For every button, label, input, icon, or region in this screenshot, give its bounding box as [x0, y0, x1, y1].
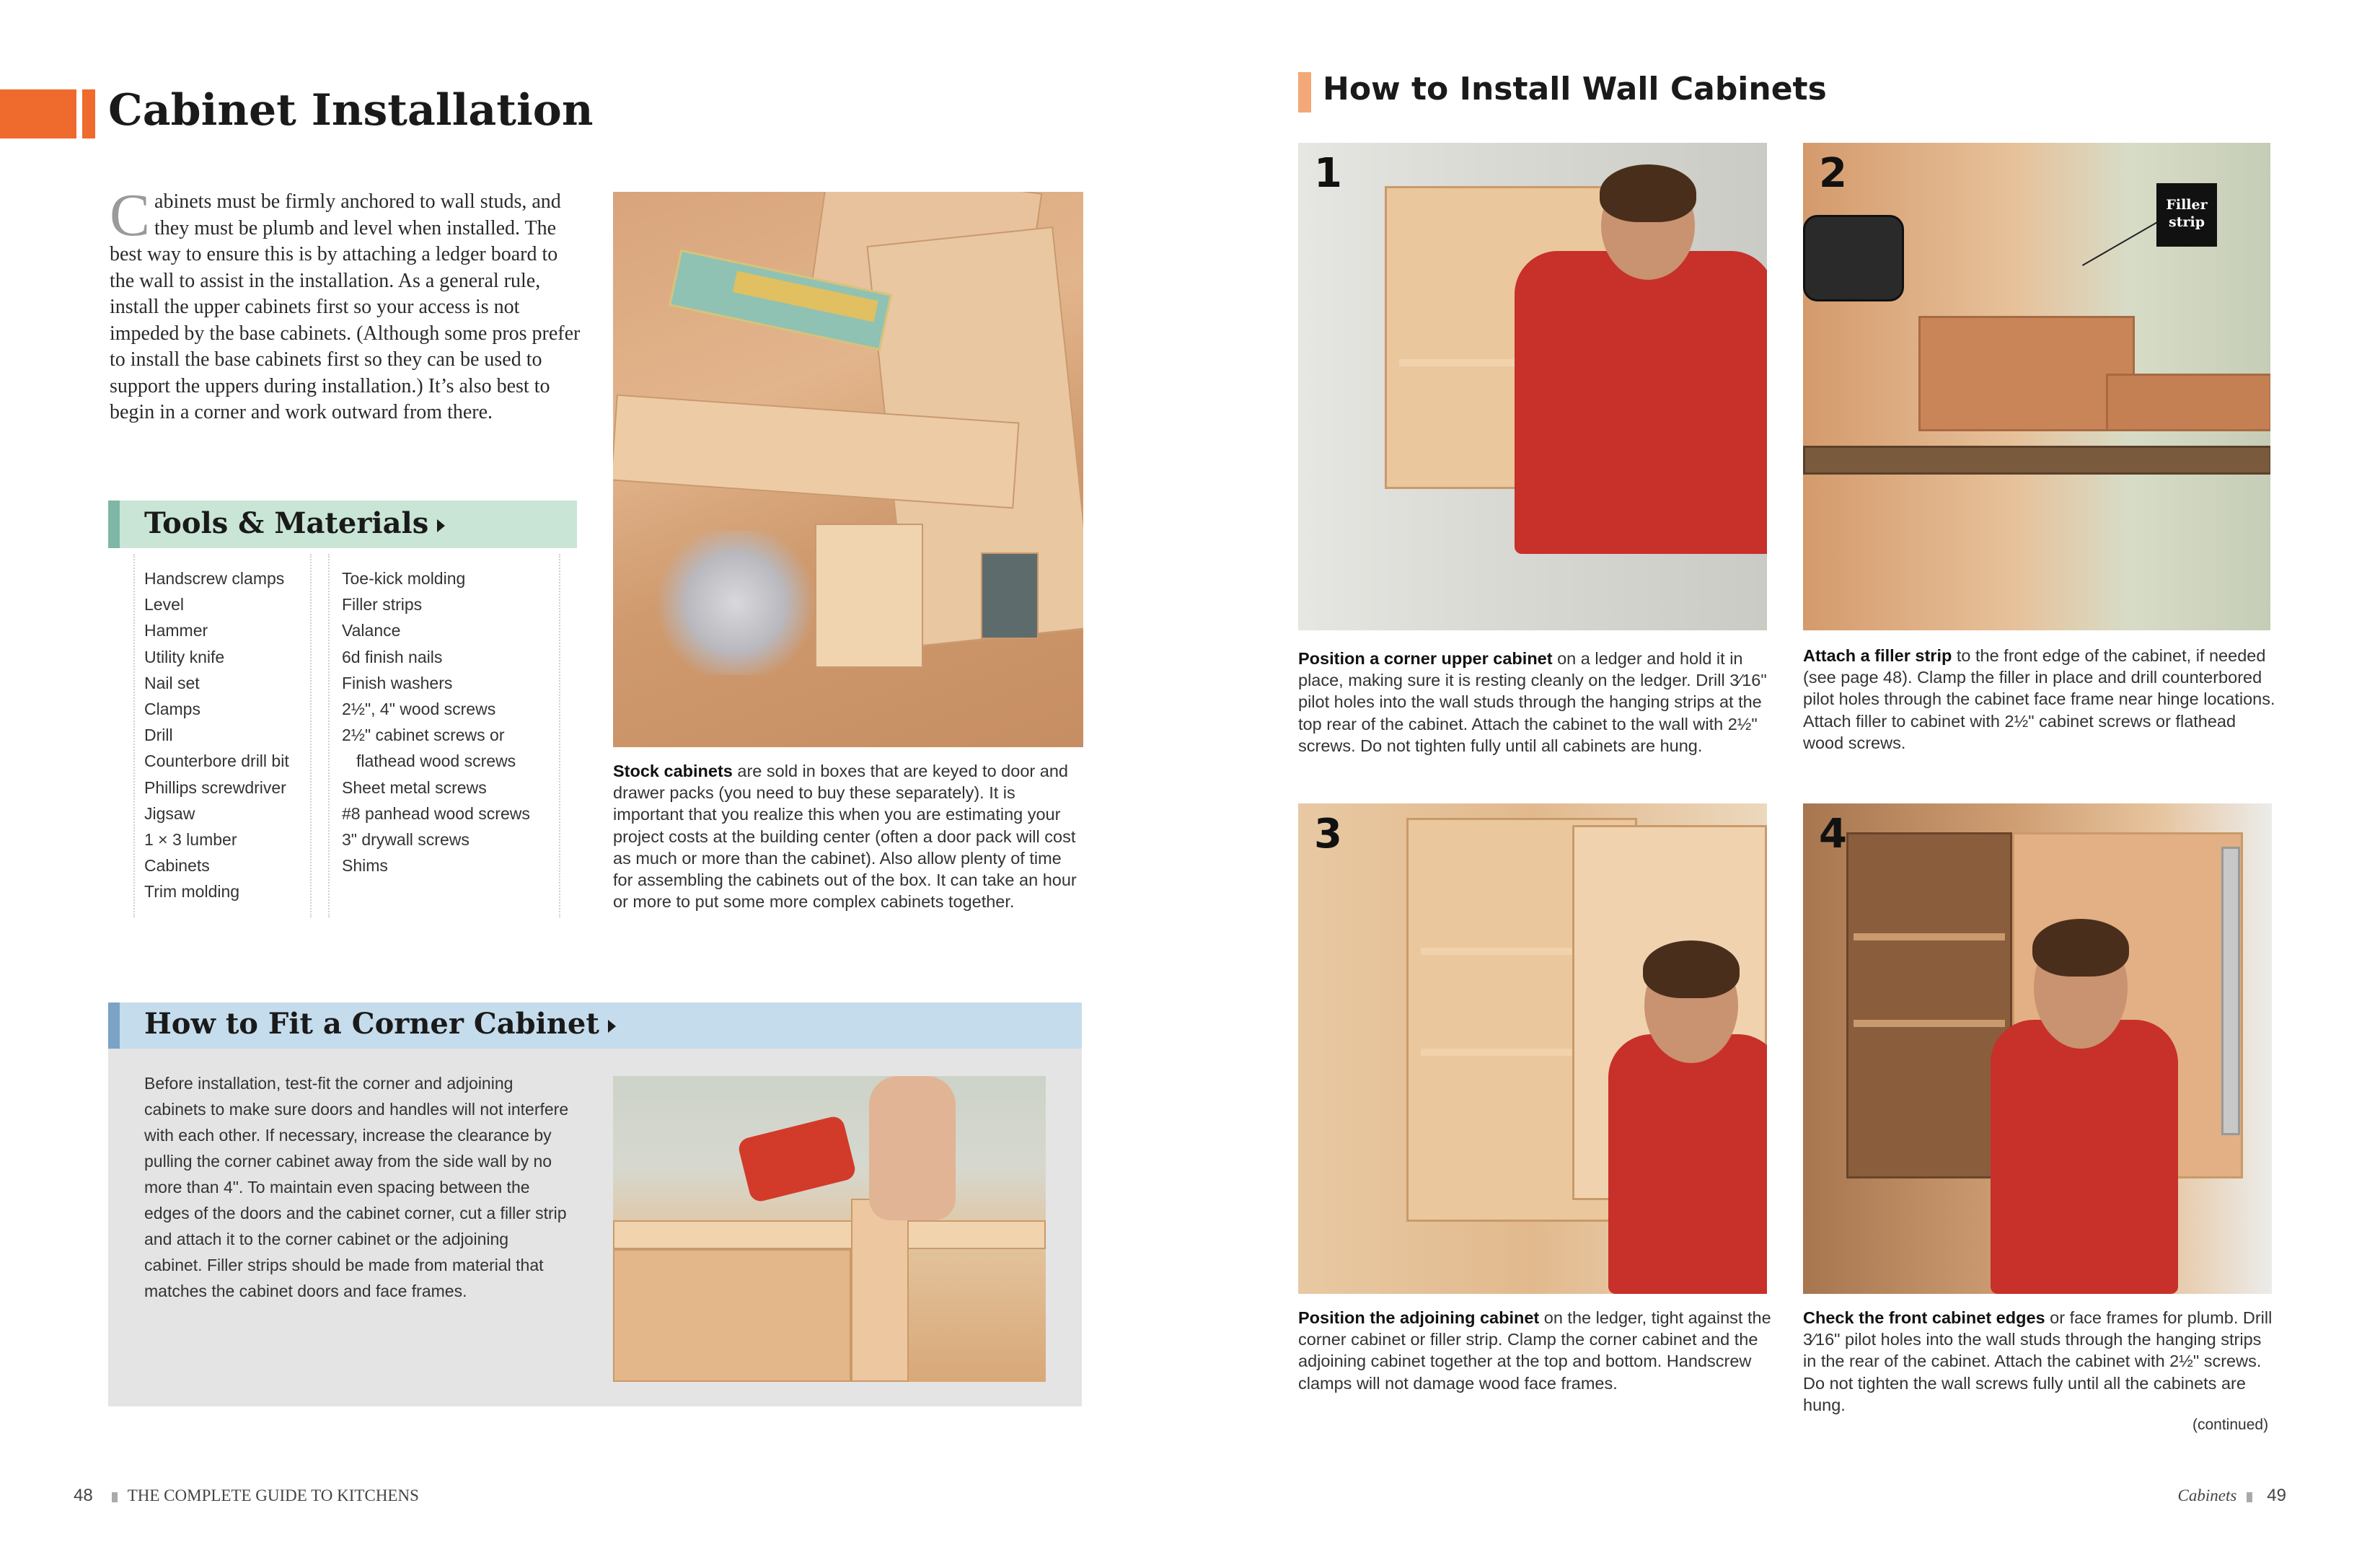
footer-left	[74, 1486, 419, 1506]
continued-note: (continued)	[2192, 1416, 2269, 1433]
step-2-caption	[1803, 645, 2279, 754]
tool-item: Utility knife	[144, 647, 225, 666]
tool-item: flathead wood screws	[356, 752, 516, 771]
installer-hair-shape	[1643, 940, 1740, 998]
title-accent-bar	[0, 89, 76, 138]
title-accent-stripe	[82, 89, 95, 138]
tool-item: Trim molding	[144, 882, 240, 902]
tools-list-column-1	[144, 565, 289, 905]
caption-lead: Attach a filler strip	[1803, 646, 1952, 665]
corner-cabinet-text: Before installation, test-fit the corner and adjoining cabinets to make sure doors and handles will not interfere with each other. If necessary, increase the clearance by pulling the corner cabinet away from the side wall by no more than 4". To maintain even spacing between the edges of the doors and the cabinet corner, cut a filler strip and attach it to the corner cabinet or the adjoining cabinet. Filler strips should be made from material that matches the cabinet doors and face frames.	[144, 1074, 569, 1300]
clamp-screw-shape	[1803, 446, 2270, 475]
step-number: 3	[1314, 811, 1342, 858]
photo-top-edge	[613, 1220, 1046, 1249]
page-number-left: 48	[74, 1486, 93, 1505]
installer-hair-shape	[1600, 164, 1696, 222]
dotted-rule	[328, 554, 330, 917]
corner-cabinet-photo	[613, 1076, 1046, 1382]
dotted-rule	[559, 554, 560, 917]
step-1-caption	[1298, 648, 1774, 757]
intro-paragraph	[110, 182, 586, 426]
corner-cabinet-header	[108, 1002, 1082, 1049]
tool-item: Level	[144, 595, 184, 614]
book-title: THE COMPLETE GUIDE TO KITCHENS	[127, 1486, 419, 1504]
installer-shape	[1991, 1020, 2178, 1294]
filler-strip-label: Filler strip	[2156, 183, 2217, 247]
tool-item: Drill	[144, 726, 173, 745]
dotted-rule	[310, 554, 312, 917]
clamp-block-shape	[1918, 316, 2135, 431]
corner-title-text: How to Fit a Corner Cabinet	[144, 1007, 599, 1041]
tool-item: Sheet metal screws	[342, 777, 487, 797]
caption-text: to the front edge of the cabinet, if needed (see page 48). Clamp the filler in place and drill counterbored pilot holes through the cabinet face frame near hinge locations. Attach filler to cabinet with 2½" cabinet screws or flathead wood screws.	[1803, 646, 2275, 752]
step-number: 2	[1819, 150, 1847, 197]
level-shape	[2221, 847, 2240, 1135]
hardware-bag-shape	[656, 531, 815, 675]
installer-shape	[1608, 1034, 1767, 1294]
tools-materials-title	[144, 506, 445, 540]
tool-item: Counterbore drill bit	[144, 752, 289, 771]
caption-lead: Position the adjoining cabinet	[1298, 1308, 1540, 1327]
tool-item: Phillips screwdriver	[144, 777, 286, 797]
tool-item: #8 panhead wood screws	[342, 803, 530, 823]
tool-item: 3" drywall screws	[342, 830, 470, 850]
step-3-caption	[1298, 1307, 1774, 1394]
tool-item: Valance	[342, 621, 401, 640]
tool-item: Jigsaw	[144, 803, 195, 823]
tool-item: Toe-kick molding	[342, 569, 466, 588]
tools-materials-header	[108, 501, 577, 548]
filler-pointer-line	[2082, 218, 2164, 266]
installer-hair-shape	[2032, 919, 2129, 977]
stock-cabinets-caption	[613, 760, 1083, 912]
cabinet-interior-shape	[1846, 832, 2012, 1178]
tool-item: Clamps	[144, 700, 200, 719]
dotted-rule	[133, 554, 135, 917]
triangle-right-icon	[437, 519, 445, 532]
tools-list-column-2	[342, 565, 530, 878]
triangle-right-icon	[608, 1020, 616, 1033]
photo-cabinet-side	[613, 1249, 851, 1382]
tool-item: 2½", 4" wood screws	[342, 700, 496, 719]
wall-cabinets-title: How to Install Wall Cabinets	[1323, 71, 1827, 107]
tape-measure-shape	[736, 1114, 857, 1204]
hand-shape	[869, 1076, 956, 1220]
corner-cabinet-title	[144, 1007, 616, 1041]
caption-text: on the ledger, tight against the corner cabinet or filler strip. Clamp the corner cabinet and the adjoining cabinet together at the top and bottom. Handscrew clamps will not damage wood face frames.	[1298, 1308, 1771, 1393]
shelf-shape	[1854, 1020, 2005, 1027]
shelf-shape	[1854, 933, 2005, 940]
section-name: Cabinets	[2177, 1486, 2237, 1504]
caption-lead: Stock cabinets	[613, 762, 733, 780]
right-title-accent	[1298, 72, 1311, 113]
intro-text: abinets must be firmly anchored to wall studs, and they must be plumb and level when installed. The best way to ensure this is by attaching a ledger board to the wall to assist in the installation. As a general rule, install the upper cabinets first so your access is not impeded by the base cabinets. (Although some pros prefer to install the base cabinets first so they can be used to support the uppers during installation.) It’s also best to begin in a corner and work outward from there.	[110, 190, 581, 423]
footer-right	[2178, 1486, 2286, 1506]
tool-item: Hammer	[144, 621, 208, 640]
tools-title-text: Tools & Materials	[144, 506, 429, 540]
tool-item: Filler strips	[342, 595, 423, 614]
tool-item: Cabinets	[144, 856, 210, 876]
step-4-photo	[1803, 803, 2272, 1294]
caption-text: on a ledger and hold it in place, making sure it is resting cleanly on the ledger. Drill 3⁄16" pilot holes into the wall studs through the hanging strips at the top rear of the cabinet. Attach the cabinet to the wall with 2½" screws. Do not tighten fully until all cabinets are hung.	[1298, 649, 1767, 755]
step-number: 4	[1819, 811, 1847, 858]
page-title: Cabinet Installation	[108, 85, 594, 136]
step-3-photo	[1298, 803, 1767, 1294]
tool-item: Finish washers	[342, 673, 453, 692]
installer-shape	[1515, 251, 1767, 554]
tool-item: 6d finish nails	[342, 647, 443, 666]
step-number: 1	[1314, 150, 1342, 197]
step-4-caption	[1803, 1307, 2279, 1416]
page-number-right: 49	[2267, 1486, 2286, 1505]
drop-cap: C	[110, 182, 151, 249]
photo-filler-strip	[851, 1199, 909, 1382]
clamp-jaw-shape	[2106, 374, 2270, 431]
stock-cabinets-photo	[613, 192, 1083, 747]
tool-item: Shims	[342, 856, 388, 876]
caption-lead: Check the front cabinet edges	[1803, 1308, 2045, 1327]
step-1-photo	[1298, 143, 1767, 630]
photo-dark-panel-shape	[981, 552, 1039, 639]
step-2-photo	[1803, 143, 2270, 630]
caption-text: or face frames for plumb. Drill 3⁄16" pilot holes into the wall studs through the hanging strips in the rear of the cabinet. Attach the cabinet with 2½" screws. Do not tighten the wall screws fully until all the cabinets are hung.	[1803, 1308, 2273, 1414]
footer-separator	[112, 1492, 118, 1502]
caption-text: are sold in boxes that are keyed to door and drawer packs (you need to buy these separately). It is important that you realize this when you are estimating your project costs at the building center (often a door pack will cost as much or more than the cabinet). Also allow plenty of time for assembling the cabinets out of the box. It can take an hour or more to put some more complex cabinets together.	[613, 762, 1077, 912]
tool-item: Handscrew clamps	[144, 569, 285, 588]
tool-item: 1 × 3 lumber	[144, 830, 237, 850]
footer-separator	[2247, 1492, 2252, 1502]
drill-shape	[1803, 215, 1904, 301]
tool-item: Nail set	[144, 673, 200, 692]
tools-header-accent	[108, 501, 120, 548]
caption-lead: Position a corner upper cabinet	[1298, 649, 1553, 668]
photo-door-shape	[815, 524, 923, 668]
corner-header-accent	[108, 1002, 120, 1049]
tool-item: 2½" cabinet screws or	[342, 726, 505, 745]
